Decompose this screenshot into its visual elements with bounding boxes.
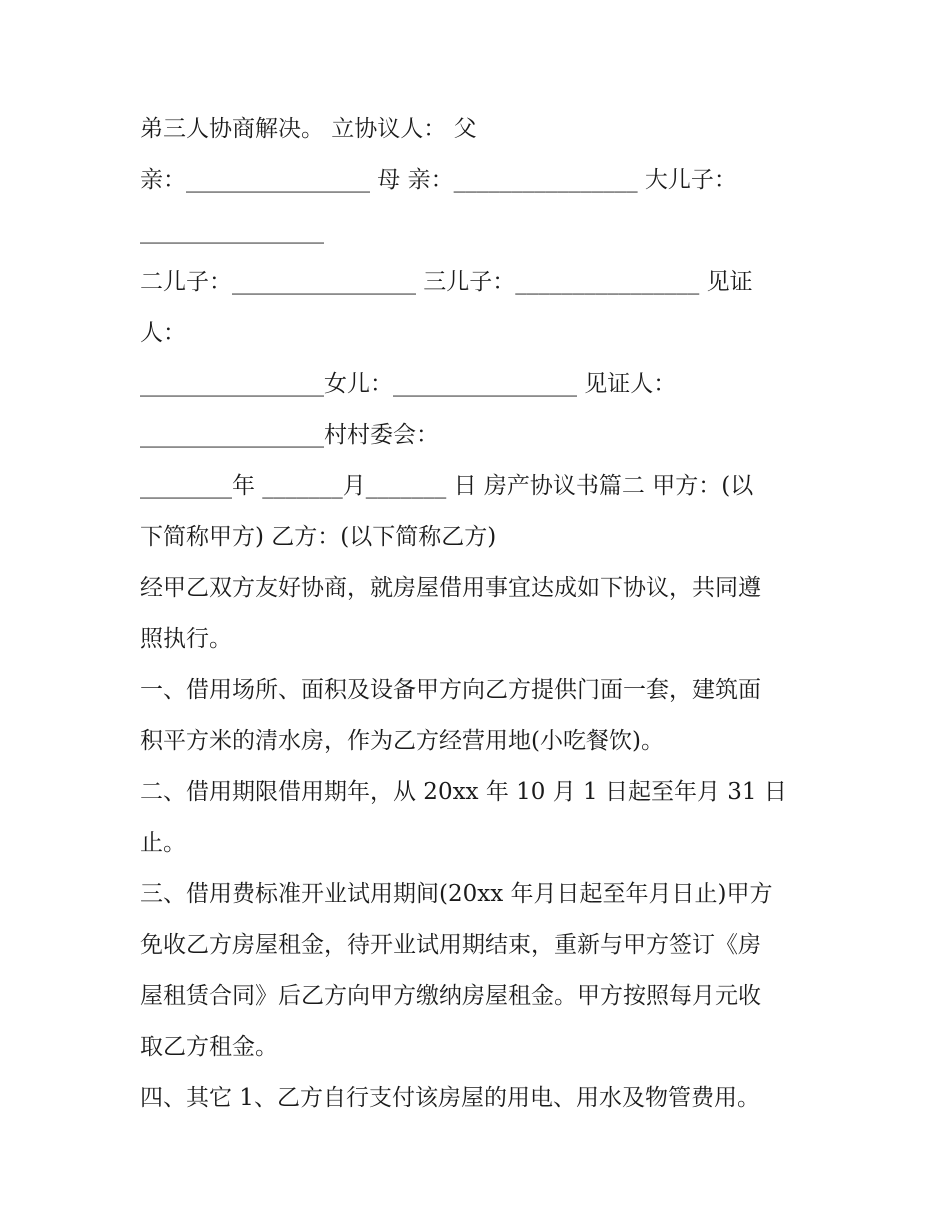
line-text: 一、借用场所、面积及设备甲方向乙方提供门面一套，建筑面 (140, 677, 761, 703)
text-line (140, 1073, 820, 1124)
line-text: 照执行。 (140, 626, 232, 652)
line-text: 止。 (140, 830, 186, 856)
text-line (140, 971, 820, 1022)
text-line (140, 359, 820, 410)
line-text: 屋租赁合同》后乙方向甲方缴纳房屋租金。甲方按照每月元收 (140, 983, 761, 1009)
line-text: 四、其它 1、乙方自行支付该房屋的用电、用水及物管费用。 (140, 1085, 760, 1111)
text-line (140, 410, 820, 461)
text-line (140, 104, 820, 155)
text-line (140, 767, 820, 818)
line-text: 免收乙方房屋租金，待开业试用期结束，重新与甲方签订《房 (140, 932, 761, 958)
line-text: 二儿子：________________ 三儿子：________________ 见证 (140, 269, 753, 295)
line-text: 经甲乙双方友好协商，就房屋借用事宜达成如下协议，共同遵 (140, 575, 761, 601)
line-text: 亲：________________ 母 亲：________________ 大儿子： (140, 167, 737, 193)
line-text: ________________女儿：________________ 见证人： (140, 371, 677, 397)
text-line (140, 206, 820, 257)
text-line (140, 665, 820, 716)
line-text: ________________ (140, 218, 324, 244)
text-line (140, 614, 820, 665)
text-line (140, 869, 820, 920)
text-line (140, 461, 820, 512)
text-line (140, 563, 820, 614)
text-line (140, 920, 820, 971)
line-text: 二、借用期限借用期年，从 20xx 年 10 月 1 日起至年月 31 日 (140, 779, 787, 805)
document-body (140, 104, 820, 1124)
line-text: 积平方米的清水房，作为乙方经营用地(小吃餐饮)。 (140, 728, 664, 754)
line-text: 人： (140, 320, 186, 346)
line-text: ________________村村委会： (140, 422, 439, 448)
text-line (140, 716, 820, 767)
text-line (140, 308, 820, 359)
line-text: 三、借用费标准开业试用期间(20xx 年月日起至年月日止)甲方 (140, 881, 773, 907)
text-line (140, 818, 820, 869)
line-text: 取乙方租金。 (140, 1034, 278, 1060)
text-line (140, 257, 820, 308)
text-line (140, 155, 820, 206)
text-line (140, 512, 820, 563)
line-text: ________年 _______月_______ 日 房产协议书篇二 甲方：(以 (140, 473, 754, 499)
line-text: 下简称甲方) 乙方：(以下简称乙方) (140, 524, 497, 550)
line-text: 弟三人协商解决。 立协议人： 父 (140, 116, 477, 142)
text-line (140, 1022, 820, 1073)
